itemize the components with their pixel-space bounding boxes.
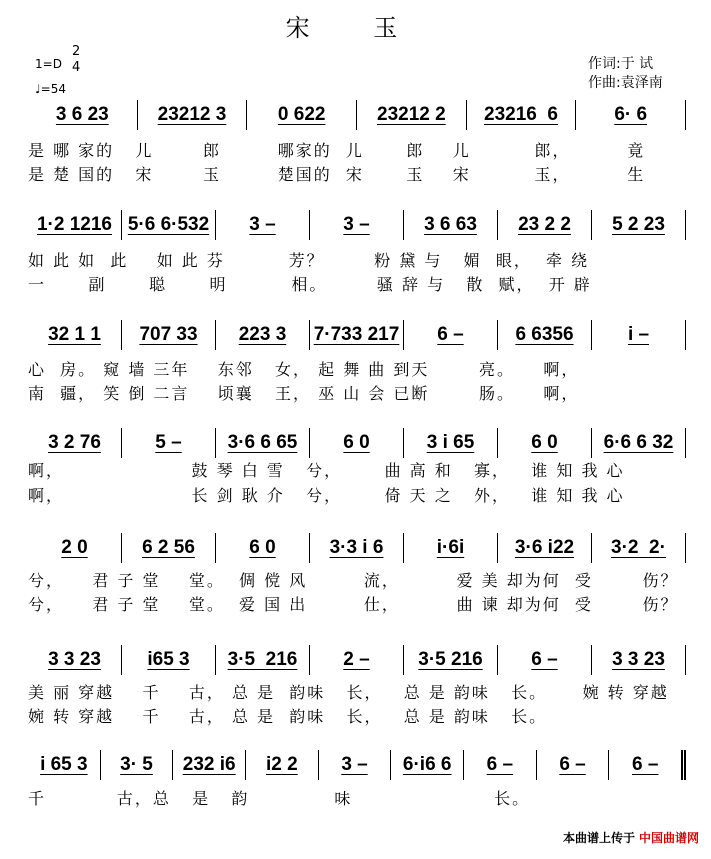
measure: 23216 6 xyxy=(484,104,558,125)
lyric-line: 南 疆， 笑 倒 二言 顷襄 王， 巫 山 会 已断 肠。 啊， xyxy=(28,384,580,403)
notation-system xyxy=(28,428,686,458)
measure: 2 0 xyxy=(61,537,88,558)
measure: 23212 2 xyxy=(377,104,446,125)
measure: 3 3 23 xyxy=(612,649,665,670)
barline xyxy=(685,100,686,130)
measure: 3 6 63 xyxy=(424,214,477,235)
measure: 3·6 6 65 xyxy=(227,432,298,453)
barline xyxy=(685,320,686,350)
notation-system xyxy=(28,750,686,780)
lyric-line: 兮， 君 子 堂 堂。 倜 傥 风 流， 爱 美 却为何 受 伤？ xyxy=(28,571,679,590)
measure: i65 3 xyxy=(147,649,190,670)
composer: 作曲:袁泽南 xyxy=(588,75,663,91)
measure: 6 6356 xyxy=(515,324,574,345)
measure: 3·6 i22 xyxy=(514,537,575,558)
lyric-line: 一 副 聪 明 相。 骚 辞 与 散 赋， 开 辟 xyxy=(28,275,592,294)
measure: 3·5 216 xyxy=(227,649,298,670)
measure: 6 – xyxy=(559,754,586,775)
measure: 0 622 xyxy=(277,104,326,125)
lyricist: 作词:于 试 xyxy=(588,56,654,72)
measure: 6 – xyxy=(632,754,659,775)
footer-text: 本曲谱上传于 xyxy=(562,831,635,845)
measure: 3 – xyxy=(343,214,370,235)
measure: 23212 3 xyxy=(157,104,227,125)
measure: 2 – xyxy=(343,649,370,670)
lyric-line: 美 丽 穿越 千 古， 总 是 韵味 长， 总 是 韵味 长。 婉 转 穿越 xyxy=(28,683,669,702)
key-signature: 1=D xyxy=(35,57,62,71)
time-top: 2 xyxy=(72,44,81,59)
measure: 32 1 1 xyxy=(48,324,101,345)
lyric-line: 婉 转 穿越 千 古， 总 是 韵味 长， 总 是 韵味 长。 xyxy=(28,707,548,726)
barline xyxy=(685,428,686,458)
barline xyxy=(685,645,686,675)
lyric-line: 是 哪 家的 儿 郎 哪家的 儿 郎 儿 郎， 竟 xyxy=(28,141,646,160)
measure: 6 2 56 xyxy=(142,537,195,558)
lyric-line: 如 此 如 此 如 此 芬 芳？ 粉 黛 与 媚 眼， 牵 绕 xyxy=(28,251,590,270)
measure: 3·3 i 6 xyxy=(329,537,384,558)
measure: 3 2 76 xyxy=(48,432,101,453)
measure: 3 3 23 xyxy=(48,649,101,670)
tempo-marking: ♩=54 xyxy=(35,82,66,96)
measure: 6 – xyxy=(437,324,464,345)
measure: 6·i6 6 xyxy=(402,754,452,775)
credits xyxy=(588,55,663,93)
notation-system xyxy=(28,210,686,240)
measure: 3·2 2· xyxy=(611,537,666,558)
measure: 6 – xyxy=(486,754,514,775)
measure: 6·6 6 32 xyxy=(603,432,674,453)
barline xyxy=(685,210,686,240)
measure: 7·733 217 xyxy=(313,324,400,345)
notation-system xyxy=(28,533,686,563)
notation-system xyxy=(28,100,686,130)
measure: 3 – xyxy=(341,754,368,775)
measure: 3· 5 xyxy=(120,754,153,775)
lyric-line: 啊， 长 剑 耿 介 兮， 倚 天 之 外， 谁 知 我 心 xyxy=(28,486,625,505)
measure: 6 0 xyxy=(249,537,276,558)
barline xyxy=(685,533,686,563)
measure: i·6i xyxy=(436,537,465,558)
notation-system xyxy=(28,645,686,675)
lyric-line: 啊， 鼓 琴 白 雪 兮， 曲 高 和 寡， 谁 知 我 心 xyxy=(28,461,625,480)
measure: 707 33 xyxy=(139,324,198,345)
measure: 6 0 xyxy=(531,432,558,453)
lyric-line: 心 房。 窥 墙 三年 东邻 女， 起 舞 曲 到天 亮。 啊， xyxy=(28,360,580,379)
measure: 1·2 1216 xyxy=(36,214,112,235)
measure: 3·5 216 xyxy=(418,649,483,670)
measure: 6· 6 xyxy=(614,104,648,125)
lyric-line: 是 楚 国的 宋 玉 楚国的 宋 玉 宋 玉， 生 xyxy=(28,165,646,184)
measure: 5 2 23 xyxy=(612,214,665,235)
measure: i – xyxy=(627,324,650,345)
lyric-line: 兮， 君 子 堂 堂。 爱 国 出 仕， 曲 谏 却为何 受 伤？ xyxy=(28,595,679,614)
measure: i2 2 xyxy=(266,754,298,775)
measure: i 65 3 xyxy=(40,754,88,775)
site-logo: 中国曲谱网 xyxy=(638,831,699,845)
song-title: 宋 玉 xyxy=(285,14,426,42)
measure: 3 6 23 xyxy=(55,104,109,125)
measure: 223 3 xyxy=(238,324,287,345)
measure: 232 i6 xyxy=(182,754,236,775)
time-bottom: 4 xyxy=(72,60,81,75)
measure: 6 0 xyxy=(343,432,370,453)
lyric-line: 千 古，总 是 韵 味 长。 xyxy=(28,789,531,808)
measure: 3 – xyxy=(249,214,276,235)
measure: 23 2 2 xyxy=(518,214,571,235)
time-signature xyxy=(72,44,80,76)
footer xyxy=(563,829,699,846)
measure: 5 – xyxy=(155,432,182,453)
measure: 5·6 6·532 xyxy=(127,214,210,235)
barline xyxy=(681,750,686,780)
measure: 6 – xyxy=(531,649,558,670)
notation-system xyxy=(28,320,686,350)
measure: 3 i 65 xyxy=(426,432,475,453)
